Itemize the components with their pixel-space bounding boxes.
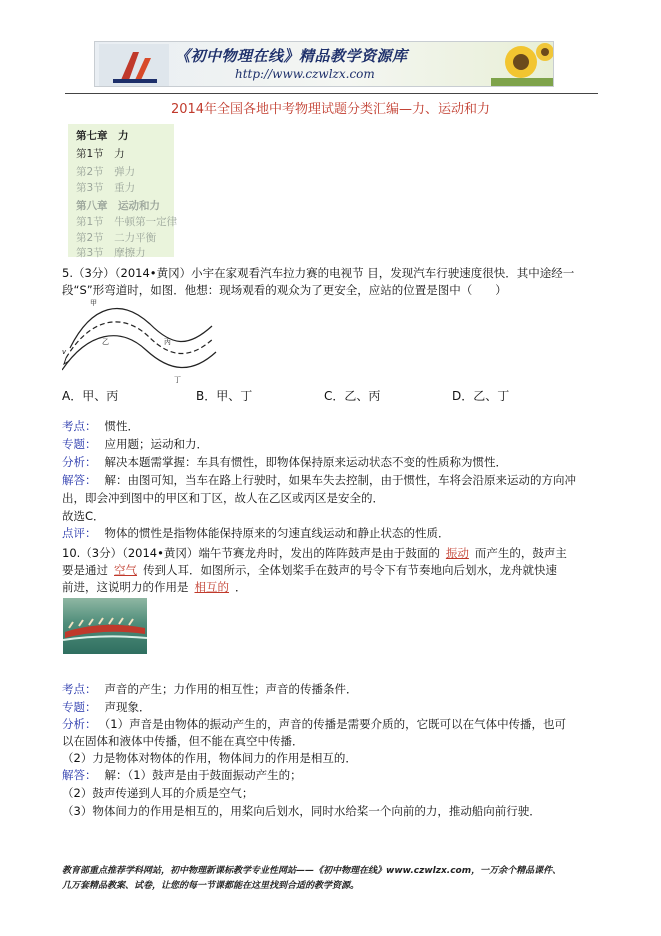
q5-fenxi	[62, 454, 507, 470]
q5-stem-line1: 5.（3分）（2014•黄冈）小宇在家观看汽车拉力赛的电视节 目，发现汽车行驶速度很快．其中途经一	[62, 266, 575, 280]
q10-zhuanti	[62, 699, 151, 715]
option-c[interactable]: C．乙、丙	[324, 389, 381, 403]
label: 解答：	[62, 473, 97, 487]
toc-item[interactable]: 第2节 弹力	[76, 166, 136, 178]
footer-line1: 教育部重点推荐学科网站，初中物理新课标教学专业性网站——《初中物理在线》www.czwlzx.com，一万余个精品课件、	[62, 866, 562, 876]
value: 声音的产生；力作用的相互性；声音的传播条件．	[104, 682, 358, 696]
header-divider	[65, 93, 598, 94]
toc-item[interactable]: 第3节 摩擦力	[76, 247, 146, 259]
q10-stem-line3	[62, 579, 247, 595]
answer-blank-1: 振动	[445, 546, 469, 560]
text: 10.（3分）（2014•黄冈）端午节赛龙舟时，发出的阵阵鼓声是由于鼓面的	[62, 546, 440, 560]
fig-label-v: v	[62, 348, 67, 356]
q5-dianping	[62, 525, 450, 541]
label: 专题：	[62, 700, 97, 714]
q5-jieda	[62, 472, 576, 488]
text: 前进，这说明力的作用是	[62, 580, 189, 594]
option-d[interactable]: D．乙、丁	[452, 389, 510, 403]
label: 考点：	[62, 419, 97, 433]
toc-item[interactable]: 第1节 力	[76, 148, 125, 160]
label: 解答：	[62, 768, 97, 782]
q5-stem-line2: 段“S”形弯道时，如图．他想：现场观看的观众为了更安全，应站的位置是图中（ ）	[62, 283, 507, 297]
s-curve-figure	[62, 296, 222, 384]
value: 惯性．	[104, 419, 139, 433]
q5-kaodian	[62, 418, 139, 434]
label: 分析：	[62, 455, 97, 469]
toc-item[interactable]: 第2节 二力平衡	[76, 232, 157, 244]
header-banner	[94, 41, 554, 87]
value: 物体的惯性是指物体能保持原来的匀速直线运动和静止状态的性质．	[104, 526, 450, 540]
banner-url[interactable]: http://www.czwlzx.com	[235, 67, 375, 81]
fig-label-ding: 丁	[174, 376, 181, 384]
q5-jieda-cont: 出，即会冲到图中的甲区和丁区，故人在乙区或丙区是安全的．	[62, 491, 384, 505]
fig-label-yi: 乙	[102, 338, 109, 346]
option-a[interactable]: A．甲、丙	[62, 389, 119, 403]
answer-blank-3: 相互的	[194, 580, 229, 594]
text: ．	[235, 580, 247, 594]
toc-item[interactable]: 第1节 牛顿第一定律	[76, 216, 178, 228]
value: （1）声音是由物体的振动产生的，声音的传播是需要介质的，它既可以在气体中传播，也可	[104, 717, 567, 731]
footer-line2: 几万套精品教案、试卷，让您的每一节课都能在这里找到合适的教学资源。	[62, 881, 360, 891]
q10-jieda-cont1: （2）鼓声传递到人耳的介质是空气；	[62, 786, 254, 800]
text: 要是通过	[62, 563, 108, 577]
q10-stem-line1	[62, 545, 567, 561]
text: 而产生的，鼓声主	[474, 546, 567, 560]
label: 专题：	[62, 437, 97, 451]
q5-choice: 故选C．	[62, 509, 105, 523]
label: 考点：	[62, 682, 97, 696]
q5-zhuanti	[62, 436, 208, 452]
text: 传到人耳．如图所示，全体划桨手在鼓声的号令下有节奏地向后划水，龙舟就快速	[143, 563, 557, 577]
sunflower-icon	[491, 42, 554, 86]
chapter-toc	[68, 124, 178, 259]
q10-stem-line2	[62, 562, 557, 578]
label: 分析：	[62, 717, 97, 731]
toc-item[interactable]: 第八章 运动和力	[76, 200, 160, 212]
value: 解决本题需掌握：车具有惯性，即物体保持原来运动状态不变的性质称为惯性．	[104, 455, 507, 469]
value: 解：（1）鼓声是由于鼓面振动产生的；	[104, 768, 302, 782]
value: 解：由图可知，当车在路上行驶时，如果车失去控制，由于惯性，车将会沿原来运动的方向冲	[104, 473, 576, 487]
toc-item[interactable]: 第七章 力	[76, 130, 129, 142]
fig-label-bing: 丙	[164, 338, 171, 346]
dragon-boat-icon	[63, 598, 147, 654]
page-title: 2014年全国各地中考物理试题分类汇编—力、运动和力	[170, 102, 491, 117]
answer-blank-2: 空气	[114, 563, 137, 577]
banner-title: 《初中物理在线》精品教学资源库	[175, 47, 408, 65]
logo-icon	[99, 44, 169, 86]
option-b[interactable]: B．甲、丁	[196, 389, 253, 403]
fig-label-jia: 甲	[90, 299, 97, 307]
toc-item[interactable]: 第3节 重力	[76, 182, 136, 194]
q10-kaodian	[62, 681, 358, 697]
dragon-boat-photo	[63, 598, 147, 654]
value: 声现象．	[104, 700, 151, 714]
q10-fenxi-cont2: （2）力是物体对物体的作用，物体间力的作用是相互的．	[62, 751, 357, 765]
q10-fenxi	[62, 716, 566, 732]
q10-fenxi-cont1: 以在固体和液体中传播，但不能在真空中传播．	[62, 734, 304, 748]
q10-jieda	[62, 767, 302, 783]
label: 点评：	[62, 526, 97, 540]
q10-jieda-cont2: （3）物体间力的作用是相互的，用桨向后划水，同时水给桨一个向前的力，推动船向前行驶．	[62, 804, 541, 818]
value: 应用题；运动和力．	[104, 437, 208, 451]
